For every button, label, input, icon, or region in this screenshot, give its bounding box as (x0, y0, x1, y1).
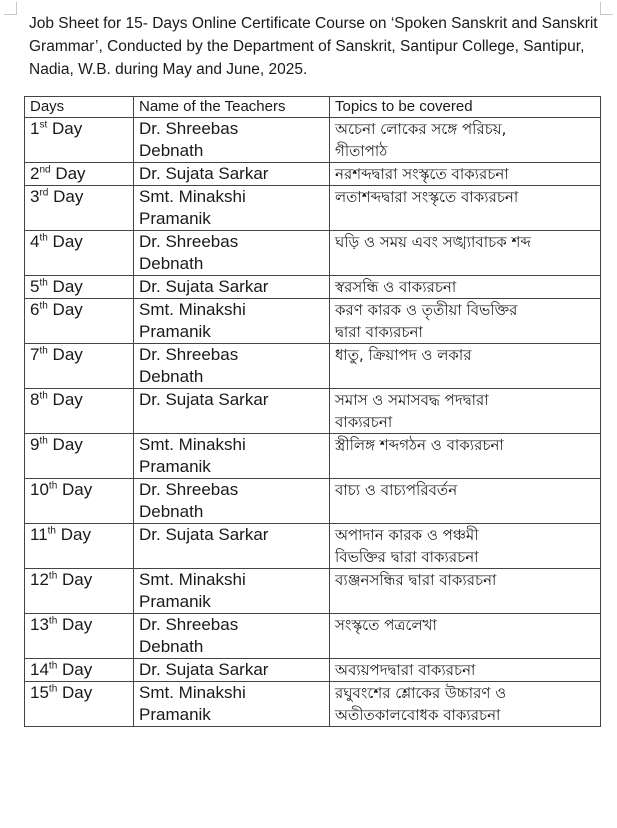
table-row (25, 118, 601, 163)
table-row (25, 614, 601, 659)
day-number: 15 (30, 683, 49, 702)
topic-cell (330, 118, 601, 163)
crop-mark-left (4, 2, 17, 15)
crop-mark-right (600, 2, 613, 15)
table-row (25, 186, 601, 231)
day-word: Day (62, 683, 93, 702)
topic-line1: অচেনা লোকের সঙ্গে পরিচয়, (335, 120, 507, 138)
day-ordinal-suffix: th (48, 660, 58, 672)
day-cell (25, 186, 134, 231)
teacher-name-line1: Dr. Shreebas (139, 615, 239, 634)
teacher-cell (134, 344, 330, 389)
topic-line1: অব্যয়পদদ্বারা বাক্যরচনা (335, 661, 476, 679)
teacher-name-line1: Smt. Minakshi (139, 300, 246, 319)
teacher-cell (134, 524, 330, 569)
teacher-cell (134, 276, 330, 299)
table-row (25, 682, 601, 727)
day-cell (25, 231, 134, 276)
teacher-name-line1: Dr. Sujata Sarkar (139, 390, 269, 409)
header-days: Days (25, 97, 134, 118)
teacher-name-line1: Smt. Minakshi (139, 435, 246, 454)
day-cell (25, 163, 134, 186)
day-cell (25, 659, 134, 682)
day-number: 5 (30, 277, 40, 296)
teacher-name-line2: Pramanik (139, 322, 211, 341)
topic-line1: অপাদান কারক ও পঞ্চমী (335, 526, 479, 544)
day-cell (25, 614, 134, 659)
day-number: 12 (30, 570, 49, 589)
day-ordinal-suffix: th (39, 390, 48, 402)
day-number: 7 (30, 345, 40, 364)
topic-line1: সংস্কৃতে পত্রলেখা (335, 616, 437, 634)
topic-line1: ব্যঞ্জনসন্ধির দ্বারা বাক্যরচনা (335, 571, 497, 589)
day-ordinal-suffix: th (48, 570, 58, 582)
teacher-cell (134, 231, 330, 276)
teacher-cell (134, 434, 330, 479)
topic-cell (330, 299, 601, 344)
table-row (25, 389, 601, 434)
day-number: 14 (30, 660, 49, 679)
day-word: Day (52, 300, 83, 319)
day-number: 13 (30, 615, 49, 634)
teacher-cell (134, 118, 330, 163)
topic-line2: বাক্যরচনা (335, 413, 393, 431)
teacher-name-line1: Dr. Sujata Sarkar (139, 277, 269, 296)
teacher-name-line2: Pramanik (139, 705, 211, 724)
topic-cell (330, 186, 601, 231)
table-row (25, 231, 601, 276)
day-cell (25, 682, 134, 727)
teacher-cell (134, 682, 330, 727)
day-word: Day (55, 164, 86, 183)
topic-line2: গীতাপাঠ (335, 142, 388, 160)
teacher-name-line2: Debnath (139, 502, 204, 521)
table-header-row (25, 97, 601, 118)
day-number: 11 (30, 525, 48, 544)
header-teachers: Name of the Teachers (134, 97, 330, 118)
day-cell (25, 569, 134, 614)
day-ordinal-suffix: nd (39, 164, 51, 176)
teacher-name-line2: Debnath (139, 367, 204, 386)
table-row (25, 276, 601, 299)
topic-cell (330, 524, 601, 569)
day-cell (25, 524, 134, 569)
topic-cell (330, 276, 601, 299)
day-ordinal-suffix: th (39, 435, 48, 447)
topic-line2: অতীতকালবোধক বাক্যরচনা (335, 706, 501, 724)
table-row (25, 479, 601, 524)
teacher-name-line1: Smt. Minakshi (139, 683, 246, 702)
day-ordinal-suffix: th (48, 615, 58, 627)
day-ordinal-suffix: th (47, 525, 56, 537)
teacher-name-line1: Dr. Sujata Sarkar (139, 525, 269, 544)
teacher-name-line2: Pramanik (139, 209, 211, 228)
day-word: Day (52, 435, 83, 454)
day-word: Day (62, 570, 93, 589)
topic-cell (330, 163, 601, 186)
teacher-name-line2: Pramanik (139, 457, 211, 476)
day-cell (25, 389, 134, 434)
day-word: Day (62, 615, 93, 634)
teacher-name-line1: Smt. Minakshi (139, 570, 246, 589)
day-ordinal-suffix: th (39, 232, 48, 244)
table-row (25, 344, 601, 389)
table-row (25, 299, 601, 344)
teacher-name-line2: Debnath (139, 254, 204, 273)
topic-line1: রঘুবংশের শ্লোকের উচ্চারণ ও (335, 684, 507, 702)
day-word: Day (62, 660, 93, 679)
topic-cell (330, 569, 601, 614)
topic-line1: বাচ্য ও বাচ্যপরিবর্তন (335, 481, 458, 499)
topic-line2: বিভক্তির দ্বারা বাক্যরচনা (335, 548, 479, 566)
day-cell (25, 344, 134, 389)
teacher-cell (134, 389, 330, 434)
day-cell (25, 118, 134, 163)
topic-line2: দ্বারা বাক্যরচনা (335, 323, 423, 341)
day-cell (25, 276, 134, 299)
topic-line1: সমাস ও সমাসবদ্ধ পদদ্বারা (335, 391, 489, 409)
teacher-name-line1: Dr. Shreebas (139, 345, 239, 364)
table-row (25, 569, 601, 614)
day-number: 8 (30, 390, 40, 409)
teacher-cell (134, 479, 330, 524)
teacher-cell (134, 163, 330, 186)
day-word: Day (52, 277, 83, 296)
teacher-cell (134, 659, 330, 682)
table-row (25, 659, 601, 682)
teacher-name-line1: Dr. Shreebas (139, 480, 239, 499)
day-ordinal-suffix: th (39, 277, 48, 289)
day-number: 4 (30, 232, 40, 251)
table-row (25, 163, 601, 186)
table-row (25, 434, 601, 479)
topic-line1: করণ কারক ও তৃতীয়া বিভক্তির (335, 301, 518, 319)
day-ordinal-suffix: th (48, 683, 58, 695)
day-number: 2 (30, 164, 40, 183)
topic-cell (330, 231, 601, 276)
day-number: 6 (30, 300, 40, 319)
day-ordinal-suffix: th (48, 480, 58, 492)
day-number: 10 (30, 480, 49, 499)
teacher-name-line2: Debnath (139, 141, 204, 160)
teacher-name-line1: Dr. Shreebas (139, 232, 239, 251)
teacher-name-line1: Dr. Sujata Sarkar (139, 660, 269, 679)
teacher-cell (134, 614, 330, 659)
day-ordinal-suffix: th (39, 300, 48, 312)
day-ordinal-suffix: th (39, 345, 48, 357)
day-word: Day (62, 480, 93, 499)
teacher-cell (134, 299, 330, 344)
topic-cell (330, 344, 601, 389)
day-word: Day (52, 232, 83, 251)
day-word: Day (53, 187, 84, 206)
topic-line1: লতাশব্দদ্বারা সংস্কৃতে বাক্যরচনা (335, 188, 519, 206)
day-ordinal-suffix: rd (39, 187, 49, 199)
topic-cell (330, 479, 601, 524)
job-sheet-table (24, 96, 601, 727)
day-number: 9 (30, 435, 40, 454)
day-word: Day (52, 345, 83, 364)
teacher-name-line1: Smt. Minakshi (139, 187, 246, 206)
topic-line1: ধাতু, ক্রিয়াপদ ও লকার (335, 346, 472, 364)
topic-line1: স্ত্রীলিঙ্গ শব্দগঠন ও বাক্যরচনা (335, 436, 504, 454)
topic-cell (330, 434, 601, 479)
teacher-cell (134, 186, 330, 231)
topic-cell (330, 659, 601, 682)
teacher-name-line2: Pramanik (139, 592, 211, 611)
teacher-cell (134, 569, 330, 614)
topic-line1: ঘড়ি ও সময় এবং সঙ্খ্যাবাচক শব্দ (335, 233, 531, 251)
teacher-name-line1: Dr. Sujata Sarkar (139, 164, 269, 183)
teacher-name-line1: Dr. Shreebas (139, 119, 239, 138)
day-cell (25, 299, 134, 344)
topic-line1: স্বরসন্ধি ও বাক্যরচনা (335, 278, 457, 296)
day-cell (25, 479, 134, 524)
topic-line1: নরশব্দদ্বারা সংস্কৃতে বাক্যরচনা (335, 165, 509, 183)
table-body (25, 118, 601, 727)
topic-cell (330, 389, 601, 434)
table-row (25, 524, 601, 569)
day-word: Day (51, 119, 83, 138)
teacher-name-line2: Debnath (139, 637, 204, 656)
day-word: Day (52, 390, 83, 409)
topic-cell (330, 682, 601, 727)
day-cell (25, 434, 134, 479)
page-title: Job Sheet for 15- Days Online Certificate Course on ‘Spoken Sanskrit and Sanskrit Grammar’, Conducted by the Department of Sanskrit, Santipur College, Santipur, Nadia, W.B. during May and June, 2025. (29, 15, 598, 78)
header-topics: Topics to be covered (330, 97, 601, 118)
day-ordinal-suffix: st (39, 119, 48, 131)
topic-cell (330, 614, 601, 659)
day-number: 3 (30, 187, 40, 206)
day-number: 1 (30, 119, 40, 138)
day-word: Day (60, 525, 91, 544)
